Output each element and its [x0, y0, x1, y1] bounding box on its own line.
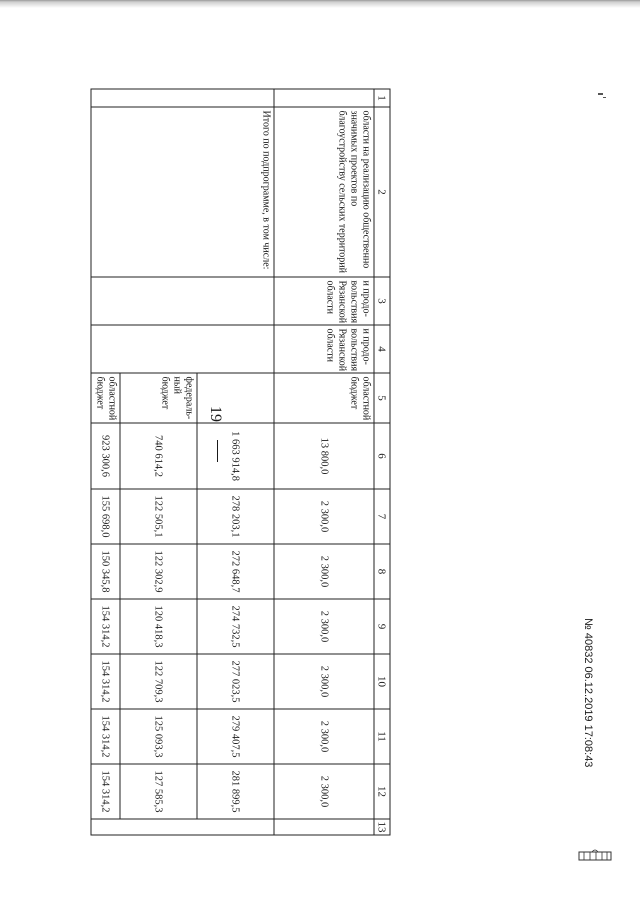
cell-executor: и продо- вольствия Рязанской области [274, 277, 374, 325]
cell-executor [91, 277, 274, 325]
cell-year-value: 155 698,0 [91, 489, 120, 544]
col-number-2: 2 [374, 107, 390, 277]
cell-c1 [91, 89, 274, 107]
cell-year-value: 274 732,5 [197, 599, 274, 654]
col-number-11: 11 [374, 709, 390, 764]
cell-year-value: 122 302,9 [120, 544, 197, 599]
cell-total: 13 800,0 [274, 423, 374, 489]
cell-year-value: 2 300,0 [274, 709, 374, 764]
scan-speck [603, 97, 606, 98]
cell-year-value: 2 300,0 [274, 599, 374, 654]
cell-funding-source: федераль- ный бюджет [120, 373, 197, 423]
cell-coexecutor: и продо- вольствия Рязанской области [274, 325, 374, 373]
cell-year-value: 272 648,7 [197, 544, 274, 599]
col-number-5: 5 [374, 373, 390, 423]
cell-total: 923 300,6 [91, 423, 120, 489]
cell-year-value: 279 407,5 [197, 709, 274, 764]
cell-funding-source: областной бюджет [91, 373, 120, 423]
cell-year-value: 127 585,3 [120, 764, 197, 819]
col-number-10: 10 [374, 654, 390, 709]
cell-funding-source: областной бюджет [274, 373, 374, 423]
col-number-7: 7 [374, 489, 390, 544]
table-row [274, 89, 374, 835]
cell-year-value: 2 300,0 [274, 654, 374, 709]
cell-year-value: 122 709,3 [120, 654, 197, 709]
cell-year-value: 150 345,8 [91, 544, 120, 599]
cell-year-value: 278 203,1 [197, 489, 274, 544]
cell-year-value: 2 300,0 [274, 544, 374, 599]
cell-total: 1 663 914,8 [197, 423, 274, 489]
col-number-8: 8 [374, 544, 390, 599]
scan-edge [0, 0, 640, 8]
table-row [197, 89, 274, 835]
col-number-3: 3 [374, 277, 390, 325]
page-number: 19 [207, 406, 224, 422]
cell-c1 [274, 89, 374, 107]
budget-table [91, 89, 391, 836]
col-number-4: 4 [374, 325, 390, 373]
cell-year-value: 125 093,3 [120, 709, 197, 764]
seal-icon [578, 848, 612, 864]
cell-description: Итого по подпрограмме, в том числе: [91, 107, 274, 277]
cell-year-value: 277 023,5 [197, 654, 274, 709]
cell-description: области на реализацию общественно значимых проектов по благоустройству сельских территорий [274, 107, 374, 277]
cell-year-value: 2 300,0 [274, 764, 374, 819]
col-number-1: 1 [374, 89, 390, 107]
cell-c13 [91, 819, 274, 835]
cell-year-value: 154 314,2 [91, 654, 120, 709]
cell-year-value: 120 418,3 [120, 599, 197, 654]
cell-year-value: 154 314,2 [91, 599, 120, 654]
cell-year-value: 281 899,5 [197, 764, 274, 819]
cell-total: 740 614,2 [120, 423, 197, 489]
cell-year-value: 154 314,2 [91, 764, 120, 819]
cell-year-value: 122 505,1 [120, 489, 197, 544]
scan-speck [598, 93, 603, 95]
col-number-6: 6 [374, 423, 390, 489]
registration-stamp: № 40832 06.12.2019 17:08:43 [582, 618, 594, 768]
col-number-13: 13 [374, 819, 390, 835]
column-number-row [374, 89, 390, 835]
cell-funding-source [197, 373, 274, 423]
cell-coexecutor [91, 325, 274, 373]
cell-year-value: 154 314,2 [91, 709, 120, 764]
cell-year-value: 2 300,0 [274, 489, 374, 544]
col-number-9: 9 [374, 599, 390, 654]
cell-c13 [274, 819, 374, 835]
col-number-12: 12 [374, 764, 390, 819]
